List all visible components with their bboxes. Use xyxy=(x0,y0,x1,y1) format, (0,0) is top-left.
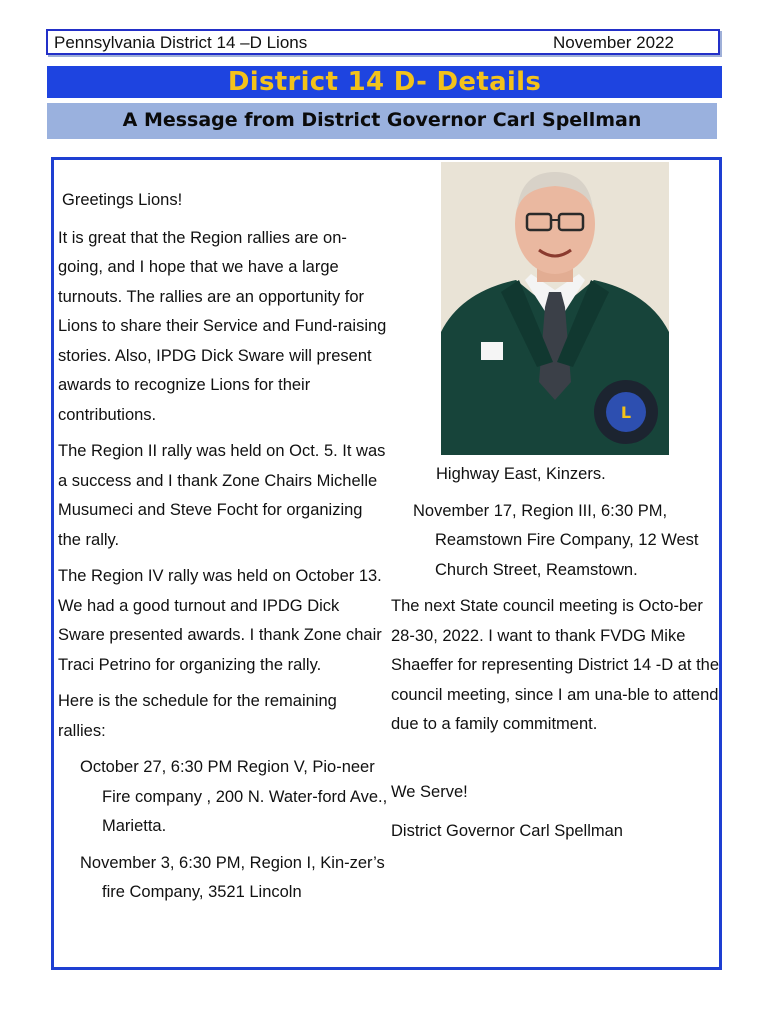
paragraph-state-council: The next State council meeting is Octo-ber 28-30, 2022. I want to thank FVDG Mike Shaeffer for representing District 14 -D at the council meeting, since I am una-ble to attend due to a family commitment. xyxy=(391,597,720,733)
header-organization: Pennsylvania District 14 –D Lions xyxy=(54,33,308,52)
left-column xyxy=(58,186,388,915)
schedule-item-november-3-continued: Highway East, Kinzers. xyxy=(436,465,606,483)
schedule-item-october-27: October 27, 6:30 PM Region V, Pio-neer Fire company , 200 N. Water-ford Ave., Marietta. xyxy=(80,758,388,835)
header-bar xyxy=(46,29,720,55)
title-band xyxy=(47,66,722,98)
paragraph-schedule-intro: Here is the schedule for the remaining rallies: xyxy=(58,692,337,740)
governor-portrait-image xyxy=(441,162,669,455)
governor-photo xyxy=(441,162,669,455)
page-subtitle: A Message from District Governor Carl Spellman xyxy=(122,109,642,131)
greeting: Greetings Lions! xyxy=(62,191,183,209)
page-title: District 14 D- Details xyxy=(227,67,542,97)
subtitle-band xyxy=(47,103,717,139)
schedule-item-november-17: November 17, Region III, 6:30 PM, Reamstown Fire Company, 12 West Church Street, Reamstown. xyxy=(413,501,699,579)
schedule-item-november-3: November 3, 6:30 PM, Region I, Kin-zer’s fire Company, 3521 Lincoln xyxy=(80,853,385,901)
paragraph-region-ii: The Region II rally was held on Oct. 5. It was a success and I thank Zone Chairs Michelle Musumeci and Steve Focht for organizing the rally. xyxy=(58,442,386,549)
right-column xyxy=(391,460,721,854)
svg-text:L: L xyxy=(620,403,632,422)
closing-motto: We Serve! xyxy=(391,782,468,801)
paragraph-rallies: It is great that the Region rallies are on-going, and I hope that we have a large turnouts. The rallies are an opportunity for Lions to share their Service and Fund-raising stories. Also, IPDG Dick Sware will present awards to recognize Lions for their contributions. xyxy=(58,228,387,424)
paragraph-region-iv: The Region IV rally was held on October 13. We had a good turnout and IPDG Dick Sware presented awards. I thank Zone chair Traci Petrino for organizing the rally. xyxy=(58,567,382,674)
header-date: November 2022 xyxy=(553,33,674,52)
signature: District Governor Carl Spellman xyxy=(391,822,623,840)
